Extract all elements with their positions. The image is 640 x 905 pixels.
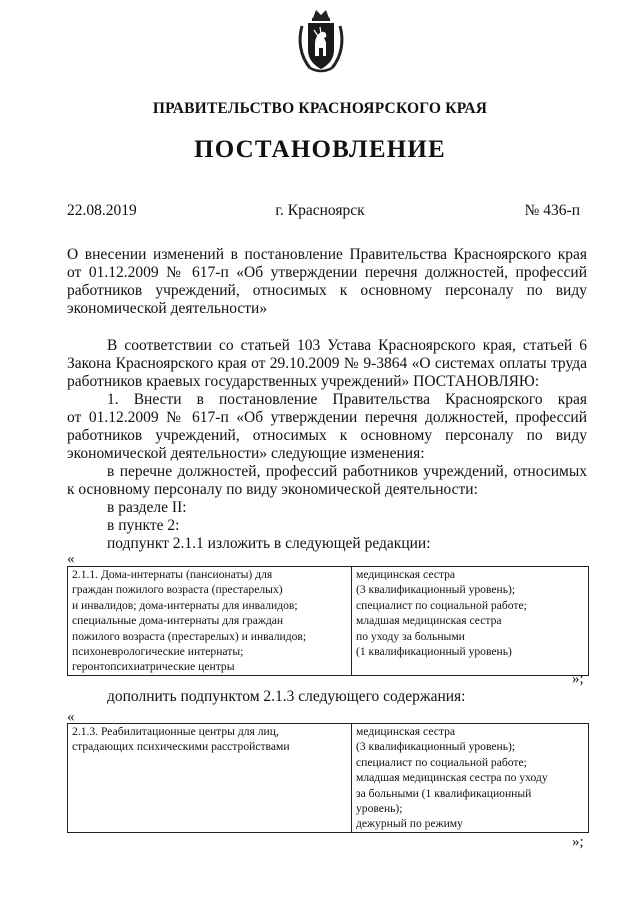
decree-city: г. Красноярск bbox=[275, 202, 365, 219]
cell-line: медицинская сестра bbox=[356, 568, 456, 581]
cell-line: уровень); bbox=[356, 802, 403, 816]
point-line: в пункте 2: bbox=[107, 517, 180, 534]
section-ref bbox=[67, 499, 587, 517]
list-intro-line: к основному персоналу по виду экономической деятельности: bbox=[67, 481, 478, 498]
list-intro bbox=[67, 463, 587, 499]
cell-line: специалист по социальной работе; bbox=[356, 598, 527, 612]
cell-line: медицинская сестра bbox=[356, 725, 456, 738]
preamble-line: работников краевых государственных учреждений» ПОСТАНОВЛЯЮ: bbox=[67, 373, 540, 390]
item-1-line: от 01.12.2009 № 617-п «Об утверждении перечня должностей, профессий bbox=[67, 409, 587, 426]
open-quote: « bbox=[67, 709, 75, 725]
close-quote: »; bbox=[572, 834, 584, 850]
table-2-1-3 bbox=[67, 723, 589, 833]
table-row bbox=[68, 567, 589, 676]
preamble bbox=[67, 337, 587, 391]
subject-line: от 01.12.2009 № 617-п «Об утверждении перечня должностей, профессий bbox=[67, 264, 587, 281]
subject-line: О внесении изменений в постановление Правительства Красноярского края bbox=[67, 246, 587, 263]
table-cell-institutions bbox=[68, 724, 352, 833]
cell-line: специалист по социальной работе; bbox=[356, 755, 527, 769]
krasnoyarsk-coat-of-arms-icon bbox=[296, 6, 346, 76]
government-name: ПРАВИТЕЛЬСТВО КРАСНОЯРСКОГО КРАЯ bbox=[152, 100, 488, 117]
cell-line: (1 квалификационный уровень) bbox=[356, 645, 512, 659]
cell-line: 2.1.1. Дома-интернаты (пансионаты) для bbox=[72, 568, 273, 581]
list-intro-line: в перечне должностей, профессий работников учреждений, относимых bbox=[107, 463, 587, 480]
cell-line: пожилого возраста (престарелых) и инвалидов; bbox=[72, 629, 307, 643]
item-1-line: работников учреждений, относимых к основному персоналу по виду bbox=[67, 427, 587, 444]
cell-line: специальные дома-интернаты для граждан bbox=[72, 614, 284, 628]
decree-number: № 436-п bbox=[524, 202, 580, 219]
table-cell-institutions bbox=[68, 567, 352, 676]
cell-line: и инвалидов; дома-интернаты для инвалидов; bbox=[72, 598, 298, 612]
cell-line: психоневрологические интернаты; bbox=[72, 645, 244, 659]
subject-line: работников учреждений, относимых к основному персоналу по виду bbox=[67, 282, 587, 299]
decree-date: 22.08.2019 bbox=[67, 202, 137, 219]
item-1 bbox=[67, 391, 587, 463]
subject-line: экономической деятельности» bbox=[67, 300, 268, 317]
open-quote: « bbox=[67, 551, 75, 567]
close-quote: »; bbox=[572, 671, 584, 687]
cell-line: 2.1.3. Реабилитационные центры для лиц, bbox=[72, 725, 279, 738]
point-ref bbox=[67, 517, 587, 535]
item-1-line: 1. Внести в постановление Правительства Красноярского края bbox=[107, 391, 587, 408]
cell-line: дежурный по режиму bbox=[356, 817, 463, 831]
table-cell-positions bbox=[352, 567, 589, 676]
instruction-2 bbox=[67, 688, 587, 706]
instruction-1-line: подпункт 2.1.1 изложить в следующей редакции: bbox=[107, 535, 431, 552]
cell-line: граждан пожилого возраста (престарелых) bbox=[72, 583, 283, 597]
cell-line: (3 квалификационный уровень); bbox=[356, 583, 516, 597]
table-2-1-1 bbox=[67, 566, 589, 676]
preamble-line: В соответствии со статьей 103 Устава Красноярского края, статьей 6 bbox=[107, 337, 587, 354]
cell-line: геронтопсихиатрические центры bbox=[72, 660, 235, 674]
instruction-1 bbox=[67, 535, 587, 553]
cell-line: за больными (1 квалификационный bbox=[356, 786, 532, 800]
cell-line: (3 квалификационный уровень); bbox=[356, 740, 516, 754]
cell-line: страдающих психическими расстройствами bbox=[72, 740, 290, 754]
instruction-2-line: дополнить подпунктом 2.1.3 следующего содержания: bbox=[107, 688, 466, 705]
cell-line: младшая медицинская сестра по уходу bbox=[356, 771, 548, 785]
table-row bbox=[68, 724, 589, 833]
item-1-line: экономической деятельности» следующие изменения: bbox=[67, 445, 425, 462]
cell-line: младшая медицинская сестра bbox=[356, 614, 502, 628]
table-cell-positions bbox=[352, 724, 589, 833]
decree-title: ПОСТАНОВЛЕНИЕ bbox=[194, 136, 446, 163]
cell-line: по уходу за больными bbox=[356, 629, 465, 643]
section-line: в разделе II: bbox=[107, 499, 187, 516]
decree-subject bbox=[67, 246, 587, 318]
preamble-line: Закона Красноярского края от 29.10.2009 № 9-3864 «О системах оплаты труда bbox=[67, 355, 587, 372]
